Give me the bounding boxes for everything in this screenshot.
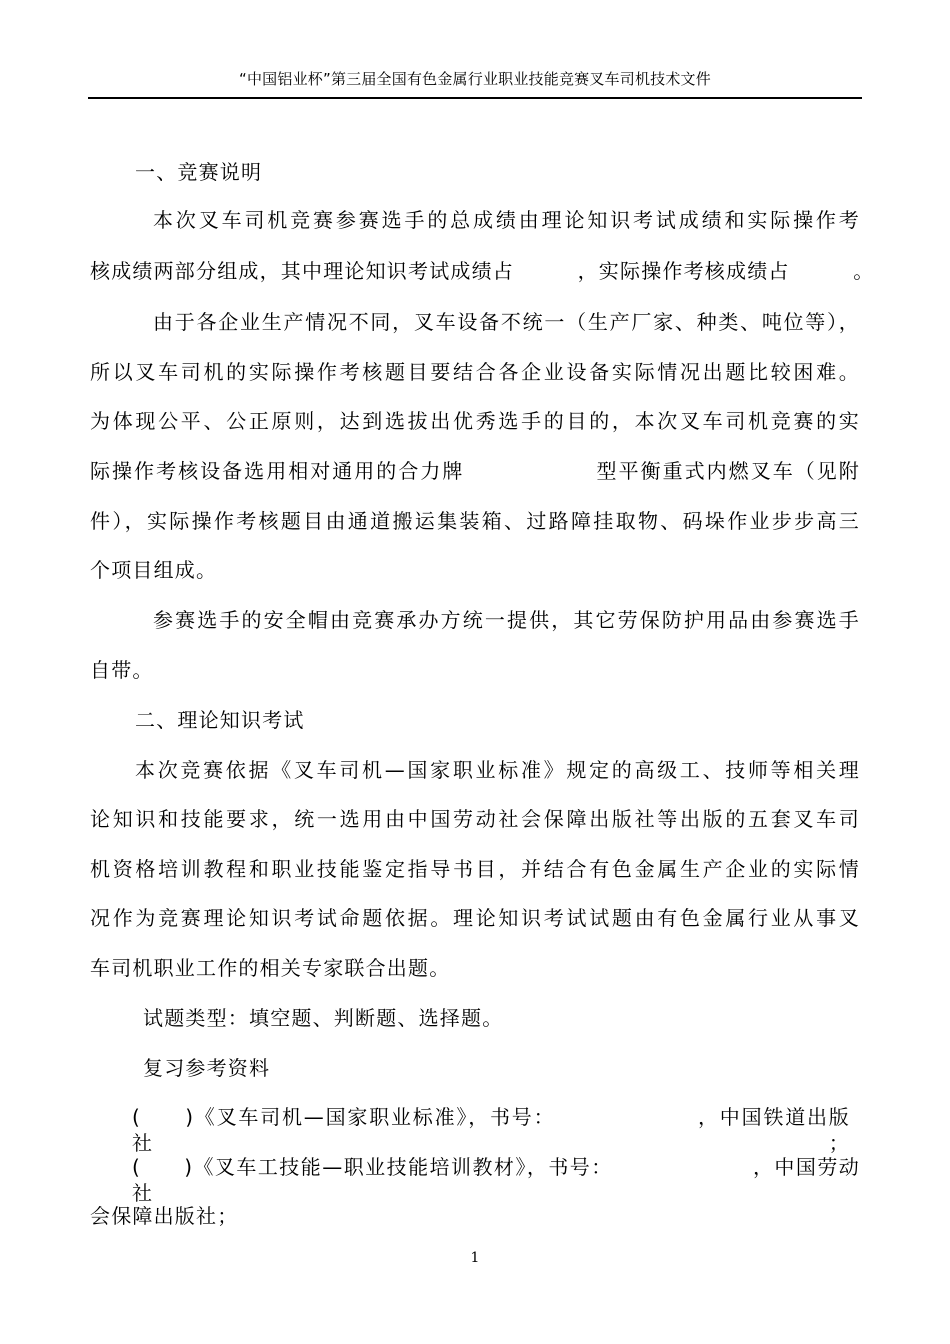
paragraph-line: 本次竞赛依据《叉车司机—国家职业标准》规定的高级工、技师等相关理 bbox=[135, 758, 860, 782]
paragraph-line: 核成绩两部分组成，其中理论知识考试成绩占 ，实际操作考核成绩占 。 bbox=[90, 259, 875, 283]
paragraph-line: 参赛选手的安全帽由竞赛承办方统一提供，其它劳保防护用品由参赛选手 bbox=[153, 608, 860, 632]
paragraph-line: 由于各企业生产情况不同，叉车设备不统一（生产厂家、种类、吨位等）， bbox=[153, 310, 860, 334]
paragraph-line: 为体现公平、公正原则，达到选拔出优秀选手的目的，本次叉车司机竞赛的实 bbox=[90, 409, 860, 433]
header-rule bbox=[88, 97, 862, 99]
paragraph-line: 况作为竞赛理论知识考试命题依据。理论知识考试试题由有色金属行业从事叉 bbox=[90, 906, 860, 930]
paragraph-line: 论知识和技能要求，统一选用由中国劳动社会保障出版社等出版的五套叉车司 bbox=[90, 807, 860, 831]
section-heading-competition: 一、竞赛说明 bbox=[135, 160, 263, 184]
document-header: “中国铝业杯”第三届全国有色金属行业职业技能竞赛叉车司机技术文件 bbox=[239, 70, 711, 88]
paragraph-line: 车司机职业工作的相关专家联合出题。 bbox=[90, 956, 451, 980]
reference-item: ( )《叉车工技能—职业技能培训教材》，书号： ，中国劳动社 bbox=[132, 1155, 860, 1205]
paragraph-line: 机资格培训教程和职业技能鉴定指导书目，并结合有色金属生产企业的实际情 bbox=[90, 857, 860, 881]
paragraph-line: 件），实际操作考核题目由通道搬运集装箱、过路障挂取物、码垛作业步步高三 bbox=[90, 509, 860, 533]
paragraph-line: 个项目组成。 bbox=[90, 558, 218, 582]
question-types-line: 试题类型：填空题、判断题、选择题。 bbox=[143, 1006, 504, 1030]
paragraph-line: 际操作考核设备选用相对通用的合力牌 型平衡重式内燃叉车（见附 bbox=[90, 459, 860, 483]
paragraph-line: 所以叉车司机的实际操作考核题目要结合各企业设备实际情况出题比较困难。 bbox=[90, 360, 860, 384]
paragraph-line: 自带。 bbox=[90, 658, 154, 682]
page-number: 1 bbox=[470, 1250, 480, 1266]
reference-item-continuation: 会保障出版社； bbox=[90, 1204, 239, 1228]
section-heading-theory: 二、理论知识考试 bbox=[135, 708, 305, 732]
reference-item: ( )《叉车司机—国家职业标准》，书号： ，中国铁道出版社； bbox=[132, 1105, 850, 1155]
paragraph-line: 本次叉车司机竞赛参赛选手的总成绩由理论知识考试成绩和实际操作考 bbox=[153, 208, 860, 232]
reference-materials-heading: 复习参考资料 bbox=[143, 1056, 271, 1080]
